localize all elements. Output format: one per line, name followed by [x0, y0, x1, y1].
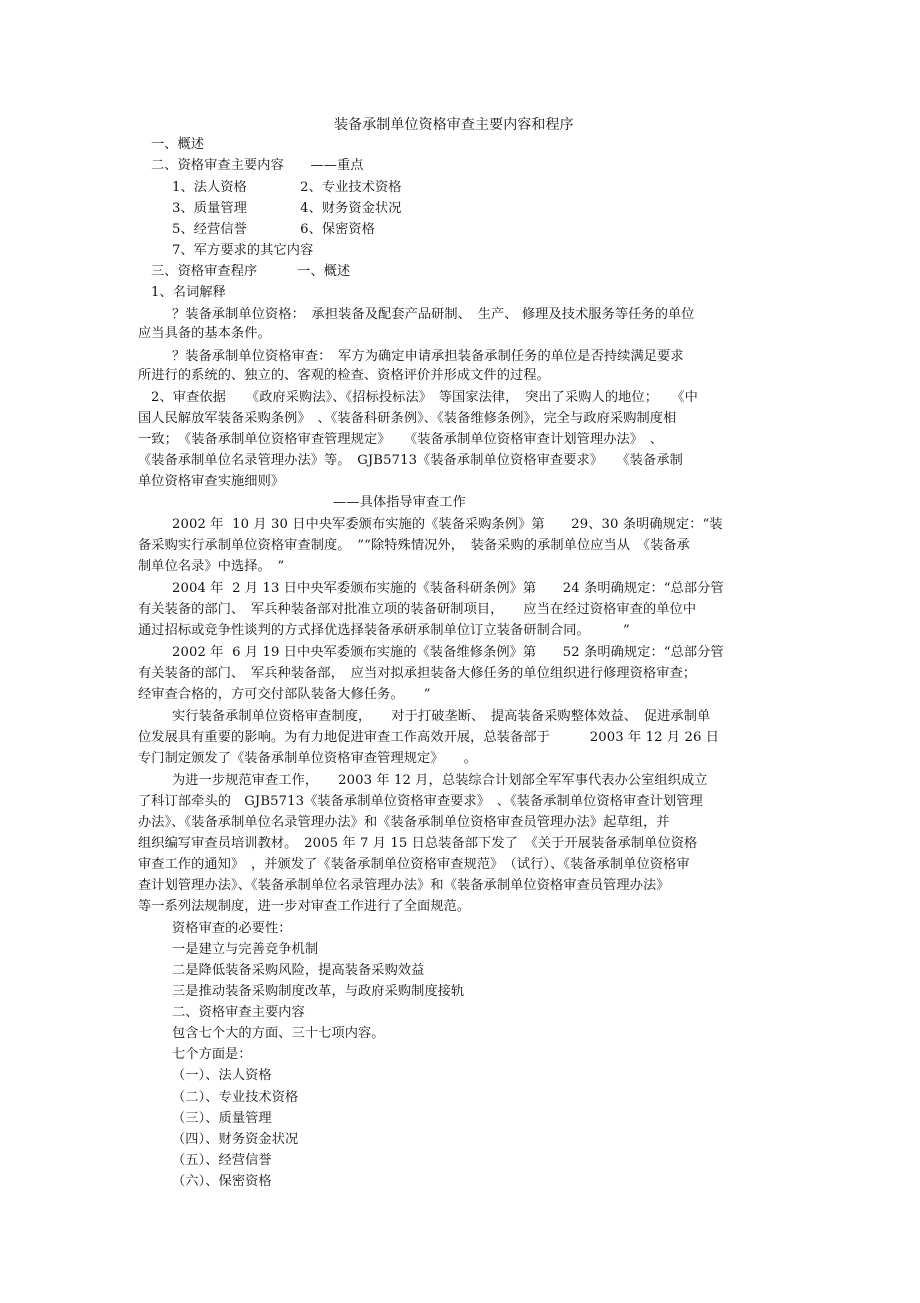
paragraph-line: 实行装备承制单位资格审查制度， 对于打破垄断、 提高装备采购整体效益、 促进承制单 — [172, 709, 711, 724]
paragraph-line: 等一系列法规制度，进一步对审查工作进行了全面规范。 — [138, 899, 471, 914]
list-item: （三）、质量管理 — [172, 1111, 272, 1126]
paragraph-line: 审查工作的通知》 ，并颁发了《装备承制单位资格审查规范》 （试行）、《装备承制单位资格审 — [138, 857, 690, 872]
list-heading: 七个方面是： — [172, 1047, 252, 1062]
list-item: 一是建立与完善竞争机制 — [172, 942, 319, 957]
list-item: （六）、保密资格 — [172, 1174, 272, 1189]
paragraph-line: 2002 年 6 月 19 日中央军委颁布实施的《装备维修条例》第 52 条明确规定：“总部分管 — [172, 645, 724, 660]
list-item: （四）、财务资金状况 — [172, 1132, 299, 1147]
paragraph-line: 了科订部牵头的 GJB5713《装备承制单位资格审查要求》 、《装备承制单位资格审查计划管理 — [138, 794, 703, 809]
list-item: 二是降低装备采购风险，提高装备采购效益 — [172, 963, 425, 978]
paragraph-line: 位发展具有重要的影响。为有力地促进审查工作高效开展，总装备部于 2003 年 12 月 26 日 — [138, 730, 720, 745]
paragraph-line: 2、审查依据 《政府采购法》、《招标投标法》 等国家法律， 突出了采购人的地位； 《中 — [151, 390, 698, 405]
paragraph-line: 有关装备的部门、 军兵种装备部， 应当对拟承担装备大修任务的单位组织进行修理资格审查； — [138, 666, 697, 681]
outline-item: 1、法人资格 2、专业技术资格 — [172, 180, 402, 195]
section-heading: 1、名词解释 — [151, 285, 226, 300]
paragraph-line: ——具体指导审查工作 — [333, 495, 466, 510]
outline-item: 5、经营信誉 6、保密资格 — [172, 222, 376, 237]
list-heading: 资格审查的必要性： — [172, 921, 292, 936]
paragraph-line: ？装备承制单位资格审查： 军方为确定申请承担装备承制任务的单位是否持续满足要求 — [172, 349, 684, 364]
paragraph-line: ？装备承制单位资格： 承担装备及配套产品研制、 生产、 修理及技术服务等任务的单位 — [172, 307, 695, 322]
paragraph-line: 办法》、《装备承制单位名录管理办法》和《装备承制单位资格审查员管理办法》起草组，并 — [138, 815, 670, 830]
paragraph-line: 经审查合格的，方可交付部队装备大修任务。 ” — [138, 687, 431, 702]
paragraph-line: 通过招标或竞争性谈判的方式择优选择装备承研承制单位订立装备研制合同。 ” — [138, 623, 630, 638]
paragraph-line: 国人民解放军装备采购条例》 、《装备科研条例》、《装备维修条例》，完全与政府采购制度相 — [138, 411, 677, 426]
paragraph-line: 所进行的系统的、独立的、客观的检查、资格评价并形成文件的过程。 — [138, 368, 550, 383]
outline-heading: 二、资格审查主要内容 ——重点 — [151, 158, 364, 173]
paragraph-line: 为进一步规范审查工作， 2003 年 12 月，总装综合计划部全军军事代表办公室组织成立 — [172, 773, 708, 788]
outline-heading: 三、资格审查程序 一、概述 — [151, 264, 351, 279]
list-item: 三是推动装备采购制度改革，与政府采购制度接轨 — [172, 984, 465, 999]
paragraph-line: 备采购实行承制单位资格审查制度。 ”“除特殊情况外， 装备采购的承制单位应当从 《装备承 — [138, 538, 690, 553]
paragraph-line: 2002 年 10 月 30 日中央军委颁布实施的《装备采购条例》第 29、30 条明确规定：“装 — [172, 517, 723, 532]
paragraph-line: 一致； 《装备承制单位资格审查管理规定》 《装备承制单位资格审查计划管理办法》 、 — [138, 432, 664, 447]
paragraph-line: 查计划管理办法》、《装备承制单位名录管理办法》和《装备承制单位资格审查员管理办法》 — [138, 878, 670, 893]
paragraph-line: 单位资格审查实施细则》 — [138, 474, 285, 489]
section-heading: 二、资格审查主要内容 — [172, 1005, 305, 1020]
paragraph-line: 有关装备的部门、 军兵种装备部对批准立项的装备研制项目， 应当在经过资格审查的单位中 — [138, 602, 697, 617]
paragraph-line: 制单位名录》中选择。 ” — [138, 559, 285, 574]
outline-item: 3、质量管理 4、财务资金状况 — [172, 201, 402, 216]
paragraph-line: 应当具备的基本条件。 — [138, 326, 271, 341]
paragraph-line: 专门制定颁发了《装备承制单位资格审查管理规定》 。 — [138, 751, 477, 766]
paragraph-line: 组织编写审查员培训教材。 2005 年 7 月 15 日总装备部下发了 《关于开展装备承制单位资格 — [138, 836, 698, 851]
list-item: （二）、专业技术资格 — [172, 1090, 299, 1105]
list-item: （一）、法人资格 — [172, 1068, 272, 1083]
paragraph-line: 《装备承制单位名录管理办法》等。 GJB5713《装备承制单位资格审查要求》 《装备承制 — [138, 453, 683, 468]
document-title: 装备承制单位资格审查主要内容和程序 — [334, 117, 574, 133]
outline-heading: 一、概述 — [151, 137, 205, 152]
list-item: （五）、经营信誉 — [172, 1153, 272, 1168]
paragraph-line: 2004 年 2 月 13 日中央军委颁布实施的《装备科研条例》第 24 条明确规定：“总部分管 — [172, 581, 724, 596]
paragraph-line: 包含七个大的方面、三十七项内容。 — [172, 1026, 385, 1041]
outline-item: 7、军方要求的其它内容 — [172, 243, 314, 258]
